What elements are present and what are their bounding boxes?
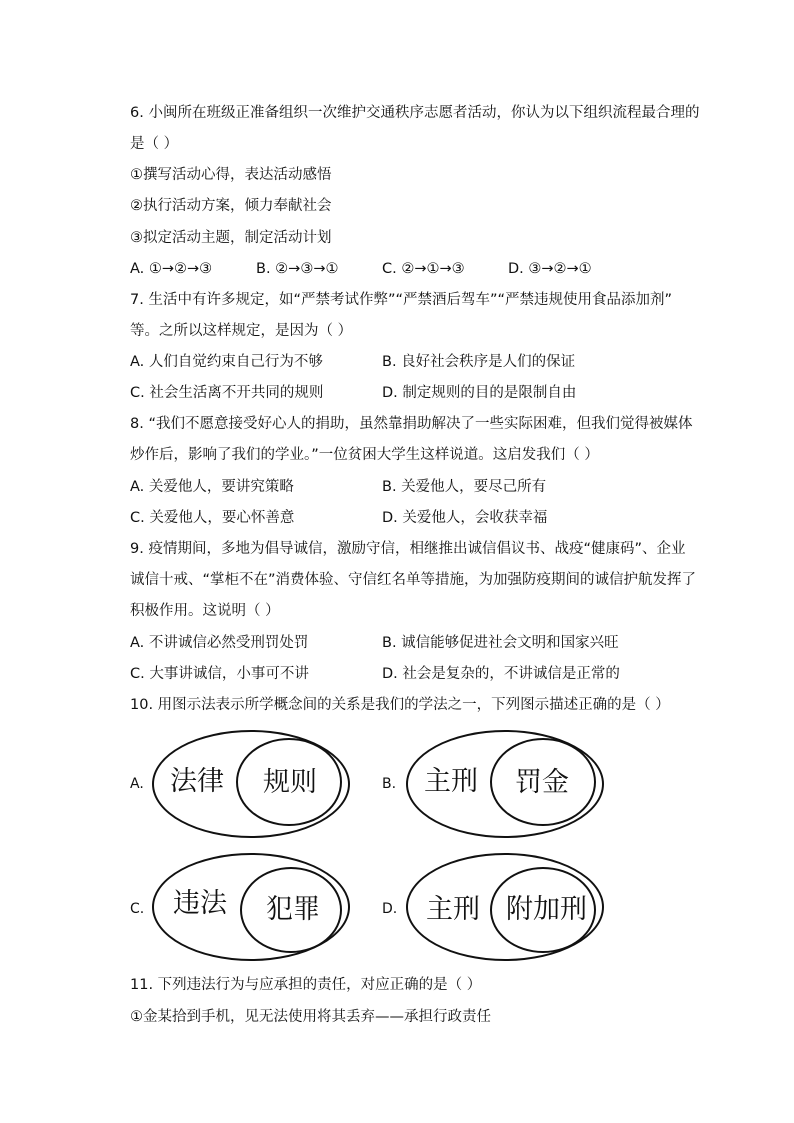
- q7-option-a: A. 人们自觉约束自己行为不够: [130, 354, 323, 370]
- q6-stem-line2: 是（ ）: [130, 136, 179, 152]
- q6-item-1: ①撰写活动心得，表达活动感悟: [130, 167, 332, 183]
- q6-option-c: C. ②→①→③: [382, 261, 465, 277]
- q10-diagram-a-letter: A.: [130, 776, 144, 792]
- q9-stem-line2: 诚信十戒、“掌柜不在”消费体验、守信红名单等措施，为加强防疫期间的诚信护航发挥了: [130, 572, 697, 588]
- q10-diagram-d-outer-label: 主刑: [426, 894, 480, 925]
- q9-stem-line1: 9. 疫情期间，多地为倡导诚信，激励守信，相继推出诚信倡议书、战疫“健康码”、企业: [130, 541, 686, 557]
- q10-diagram-c-inner-label: 犯罪: [266, 894, 320, 925]
- q10-diagram-b-letter: B.: [382, 776, 397, 792]
- q7-option-d: D. 制定规则的目的是限制自由: [382, 385, 577, 401]
- q8-stem-line1: 8. “我们不愿意接受好心人的捐助，虽然靠捐助解决了一些实际困难，但我们觉得被媒体: [130, 416, 693, 432]
- q8-option-c: C. 关爱他人，要心怀善意: [130, 510, 295, 526]
- q10-diagram-c-outer-label: 违法: [173, 888, 227, 919]
- q8-option-b: B. 关爱他人，要尽己所有: [382, 479, 547, 495]
- q8-stem-line2: 炒作后，影响了我们的学业。”一位贫困大学生这样说道。这启发我们（ ）: [130, 447, 599, 463]
- q10-diagram-d-inner-label: 附加刑: [506, 894, 587, 925]
- q10-diagram-a-outer-label: 法律: [170, 766, 224, 797]
- q6-item-2: ②执行活动方案，倾力奉献社会: [130, 198, 332, 214]
- q6-stem-line1: 6. 小闽所在班级正准备组织一次维护交通秩序志愿者活动，你认为以下组织流程最合理的: [130, 105, 700, 121]
- q10-diagram-d-letter: D.: [382, 901, 398, 917]
- q6-option-b: B. ②→③→①: [256, 261, 339, 277]
- q6-item-3: ③拟定活动主题，制定活动计划: [130, 230, 332, 246]
- q9-option-a: A. 不讲诚信必然受刑罚处罚: [130, 635, 309, 651]
- q7-option-b: B. 良好社会秩序是人们的保证: [382, 354, 576, 370]
- q9-stem-line3: 积极作用。这说明（ ）: [130, 603, 280, 619]
- q7-stem-line1: 7. 生活中有许多规定，如“严禁考试作弊”“严禁酒后驾车”“严禁违规使用食品添加剂”: [130, 292, 673, 308]
- q7-option-c: C. 社会生活离不开共同的规则: [130, 385, 324, 401]
- q10-diagram-b-outer-label: 主刑: [424, 766, 478, 797]
- q8-option-d: D. 关爱他人，会收获幸福: [382, 510, 548, 526]
- q9-option-d: D. 社会是复杂的，不讲诚信是正常的: [382, 666, 620, 682]
- q10-diagram-a-inner-label: 规则: [263, 767, 317, 798]
- q10-diagram-b-inner-label: 罚金: [515, 767, 569, 798]
- q11-stem-line1: 11. 下列违法行为与应承担的责任，对应正确的是（ ）: [130, 977, 482, 993]
- q11-item-1: ①金某拾到手机，见无法使用将其丢弃——承担行政责任: [130, 1009, 491, 1025]
- q10-stem-line1: 10. 用图示法表示所学概念间的关系是我们的学法之一，下列图示描述正确的是（ ）: [130, 697, 670, 713]
- q7-stem-line2: 等。之所以这样规定，是因为（ ）: [130, 323, 353, 339]
- q9-option-b: B. 诚信能够促进社会文明和国家兴旺: [382, 635, 619, 651]
- q6-option-d: D. ③→②→①: [508, 261, 592, 277]
- q6-option-a: A. ①→②→③: [130, 261, 213, 277]
- q10-diagram-c-letter: C.: [130, 901, 145, 917]
- q8-option-a: A. 关爱他人，要讲究策略: [130, 479, 294, 495]
- q9-option-c: C. 大事讲诚信，小事可不讲: [130, 666, 309, 682]
